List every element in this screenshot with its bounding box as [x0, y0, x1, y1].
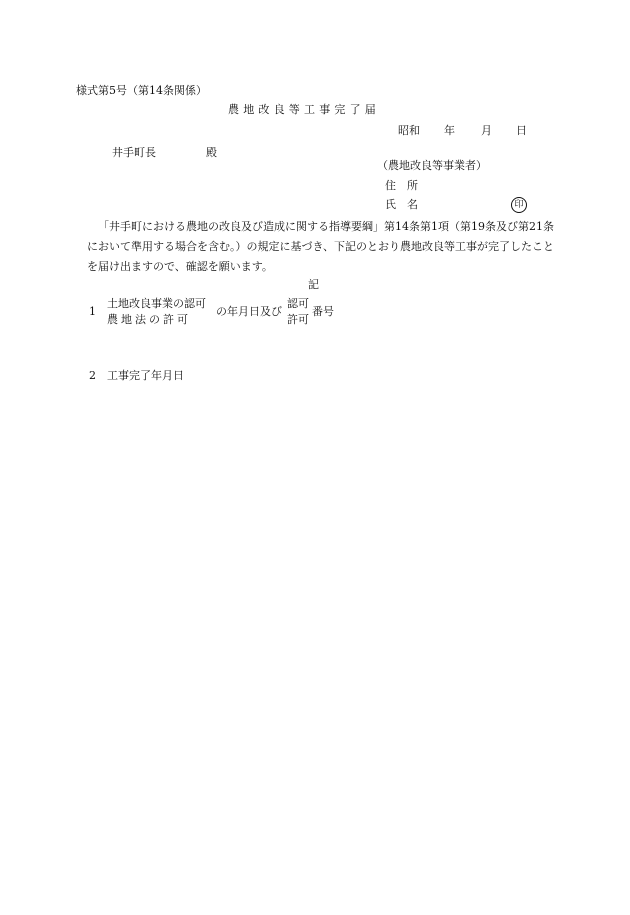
applicant-heading: （農地改良等事業者）: [377, 159, 487, 172]
body-text: 「井手町における農地の改良及び造成に関する指導要綱」第14条第1項（第19条及び第21条において準用する場合を含む。）の規定に基づき、下記のとおり農地改良等工事が完了したことを届け出ますので、確認を願います。: [87, 220, 555, 273]
name-label: 氏 名: [385, 198, 418, 211]
body-paragraph: [87, 217, 557, 277]
item-1-lower-right: 許可: [287, 313, 309, 326]
address-label: 住 所: [385, 179, 418, 192]
item-1-upper-left: 土地改良事業の認可: [107, 297, 206, 310]
date-day: 日: [516, 124, 527, 137]
item-2-label: 工事完了年月日: [107, 369, 184, 382]
item-2-number: 2: [89, 369, 96, 382]
date-year: 年: [444, 124, 455, 137]
ki-heading: 記: [308, 278, 319, 291]
item-1-suffix: 番号: [312, 305, 334, 318]
document-title: 農地改良等工事完了届: [228, 103, 380, 116]
addressee-name: 井手町長: [112, 146, 156, 159]
date-era: 昭和: [398, 124, 420, 137]
item-1-middle: の年月日及び: [216, 305, 282, 318]
date-month: 月: [481, 124, 492, 137]
seal-stamp: 印: [511, 197, 527, 213]
item-1-lower-left: 農地法の許可: [107, 313, 191, 326]
item-1-upper-right: 認可: [287, 297, 309, 310]
form-number: 様式第5号（第14条関係）: [76, 84, 207, 97]
item-1-number: 1: [89, 305, 96, 318]
addressee-honorific: 殿: [206, 146, 217, 159]
